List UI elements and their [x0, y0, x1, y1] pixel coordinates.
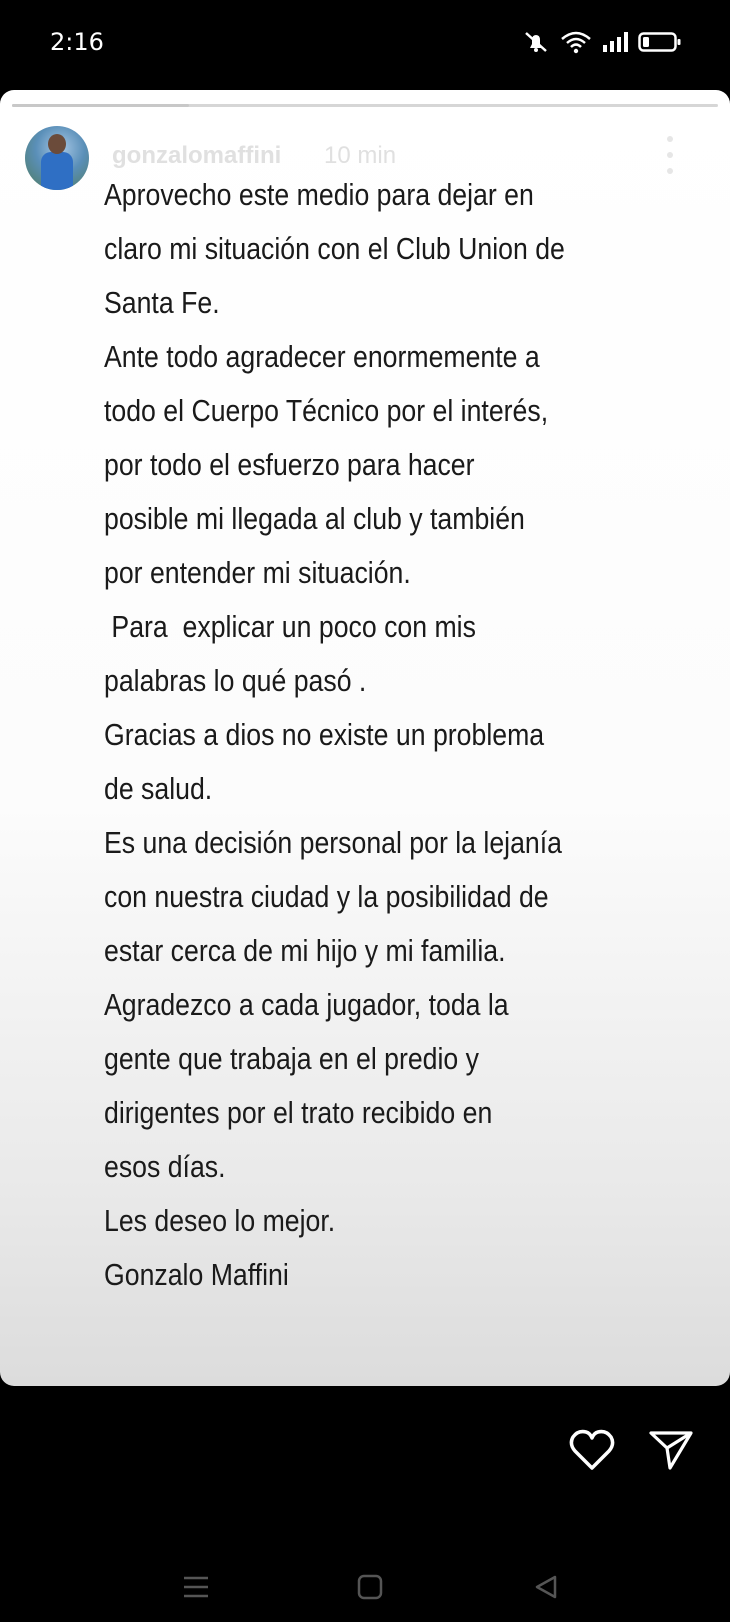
- message-line: posible mi llegada al club y también: [104, 501, 525, 536]
- message-line: con nuestra ciudad y la posibilidad de: [104, 879, 549, 914]
- heart-icon[interactable]: [568, 1428, 616, 1472]
- story-message: [104, 168, 620, 1302]
- mute-icon: [522, 30, 550, 54]
- message-line: Agradezco a cada jugador, toda la: [104, 987, 509, 1022]
- story-progress-fill: [12, 104, 189, 107]
- navigation-bar: [0, 1540, 730, 1622]
- home-icon[interactable]: [357, 1574, 383, 1605]
- story-actions: [0, 1386, 730, 1496]
- status-bar: [0, 0, 730, 90]
- message-line: por todo el esfuerzo para hacer: [104, 447, 475, 482]
- message-line: por entender mi situación.: [104, 555, 411, 590]
- avatar[interactable]: [25, 126, 89, 190]
- message-line: estar cerca de mi hijo y mi familia.: [104, 933, 506, 968]
- message-line: esos días.: [104, 1149, 226, 1184]
- battery-icon: [638, 31, 682, 53]
- story-card[interactable]: [0, 90, 730, 1386]
- message-line: claro mi situación con el Club Union de: [104, 231, 565, 266]
- message-line: Gracias a dios no existe un problema: [104, 717, 545, 752]
- message-line: Es una decisión personal por la lejanía: [104, 825, 562, 860]
- message-line: de salud.: [104, 771, 213, 806]
- message-line: Gonzalo Maffini: [104, 1257, 289, 1292]
- message-line: todo el Cuerpo Técnico por el interés,: [104, 393, 549, 428]
- send-icon[interactable]: [648, 1428, 694, 1472]
- status-time: 2:16: [50, 28, 104, 56]
- message-line: palabras lo qué pasó .: [104, 663, 367, 698]
- message-line: Para explicar un poco con mis: [104, 609, 476, 644]
- message-line: Ante todo agradecer enormemente a: [104, 339, 540, 374]
- message-line: gente que trabaja en el predio y: [104, 1041, 480, 1076]
- story-time-ago: 10 min: [324, 142, 397, 169]
- menu-icon[interactable]: [182, 1574, 210, 1605]
- signal-icon: [602, 31, 628, 53]
- status-icons: [522, 30, 682, 54]
- more-vert-icon[interactable]: [660, 136, 680, 174]
- story-progress-bar: [12, 104, 718, 107]
- message-line: Aprovecho este medio para dejar en: [104, 177, 534, 212]
- message-line: Les deseo lo mejor.: [104, 1203, 336, 1238]
- message-line: Santa Fe.: [104, 285, 220, 320]
- wifi-icon: [560, 30, 592, 54]
- message-line: dirigentes por el trato recibido en: [104, 1095, 493, 1130]
- username[interactable]: gonzalomaffini: [112, 142, 282, 169]
- back-icon[interactable]: [533, 1574, 559, 1605]
